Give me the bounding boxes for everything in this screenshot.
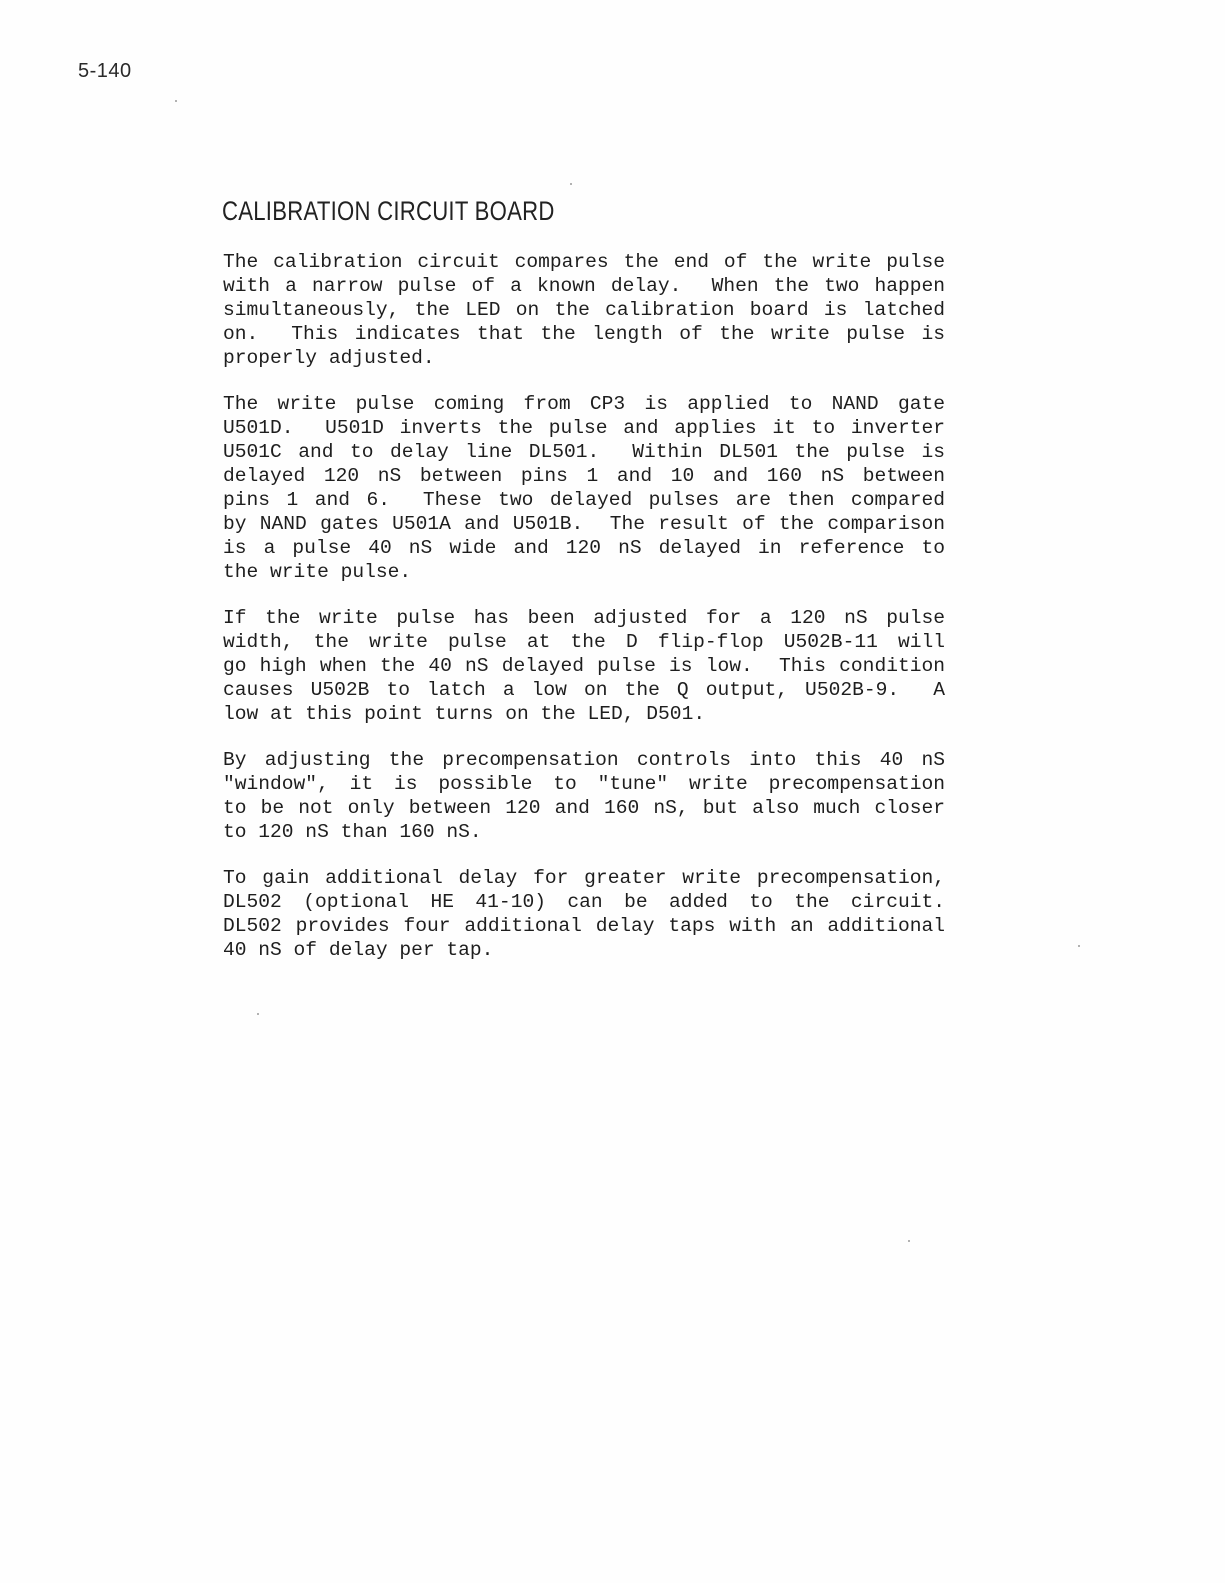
- text-line: U501C and to delay line DL501. Within DL501 the pulse is: [223, 441, 945, 463]
- text-line: to be not only between 120 and 160 nS, but also much closer: [223, 797, 945, 819]
- text-line: to 120 nS than 160 nS.: [223, 821, 482, 843]
- scan-speck: [175, 100, 177, 102]
- text-line: U501D. U501D inverts the pulse and applies it to inverter: [223, 417, 945, 439]
- text-line: low at this point turns on the LED, D501.: [223, 703, 706, 725]
- text-line: If the write pulse has been adjusted for a 120 nS pulse: [223, 607, 945, 629]
- paragraph-calibration-overview: [223, 250, 945, 370]
- paragraph-flip-flop-latch: [223, 606, 945, 726]
- scan-speck: [1078, 945, 1080, 947]
- text-line: is a pulse 40 nS wide and 120 nS delayed in reference to: [223, 537, 945, 559]
- text-line: The calibration circuit compares the end of the write pulse: [223, 251, 945, 273]
- text-line: width, the write pulse at the D flip-flop U502B-11 will: [223, 631, 945, 653]
- text-line: properly adjusted.: [223, 347, 435, 369]
- text-line: by NAND gates U501A and U501B. The result of the comparison: [223, 513, 945, 535]
- body-text: [223, 250, 945, 984]
- text-line: "window", it is possible to "tune" write precompensation: [223, 773, 945, 795]
- text-line: go high when the 40 nS delayed pulse is low. This condition: [223, 655, 945, 677]
- scan-speck: [257, 1013, 259, 1015]
- scan-speck: [570, 183, 572, 185]
- scan-speck: [908, 1240, 910, 1242]
- paragraph-additional-delay: [223, 866, 945, 962]
- section-title: CALIBRATION CIRCUIT BOARD: [222, 196, 555, 226]
- text-line: delayed 120 nS between pins 1 and 10 and 160 nS between: [223, 465, 945, 487]
- text-line: on. This indicates that the length of the write pulse is: [223, 323, 945, 345]
- text-line: By adjusting the precompensation controls into this 40 nS: [223, 749, 945, 771]
- text-line: pins 1 and 6. These two delayed pulses are then compared: [223, 489, 945, 511]
- text-line: The write pulse coming from CP3 is applied to NAND gate: [223, 393, 945, 415]
- text-line: the write pulse.: [223, 561, 412, 583]
- page-number: 5-140: [78, 60, 132, 82]
- paragraph-write-pulse-path: [223, 392, 945, 584]
- paragraph-precompensation-window: [223, 748, 945, 844]
- text-line: 40 nS of delay per tap.: [223, 939, 494, 961]
- text-line: DL502 provides four additional delay taps with an additional: [223, 915, 945, 937]
- text-line: causes U502B to latch a low on the Q output, U502B-9. A: [223, 679, 945, 701]
- text-line: DL502 (optional HE 41-10) can be added to the circuit.: [223, 891, 945, 913]
- text-line: with a narrow pulse of a known delay. When the two happen: [223, 275, 945, 297]
- text-line: simultaneously, the LED on the calibration board is latched: [223, 299, 945, 321]
- text-line: To gain additional delay for greater write precompensation,: [223, 867, 945, 889]
